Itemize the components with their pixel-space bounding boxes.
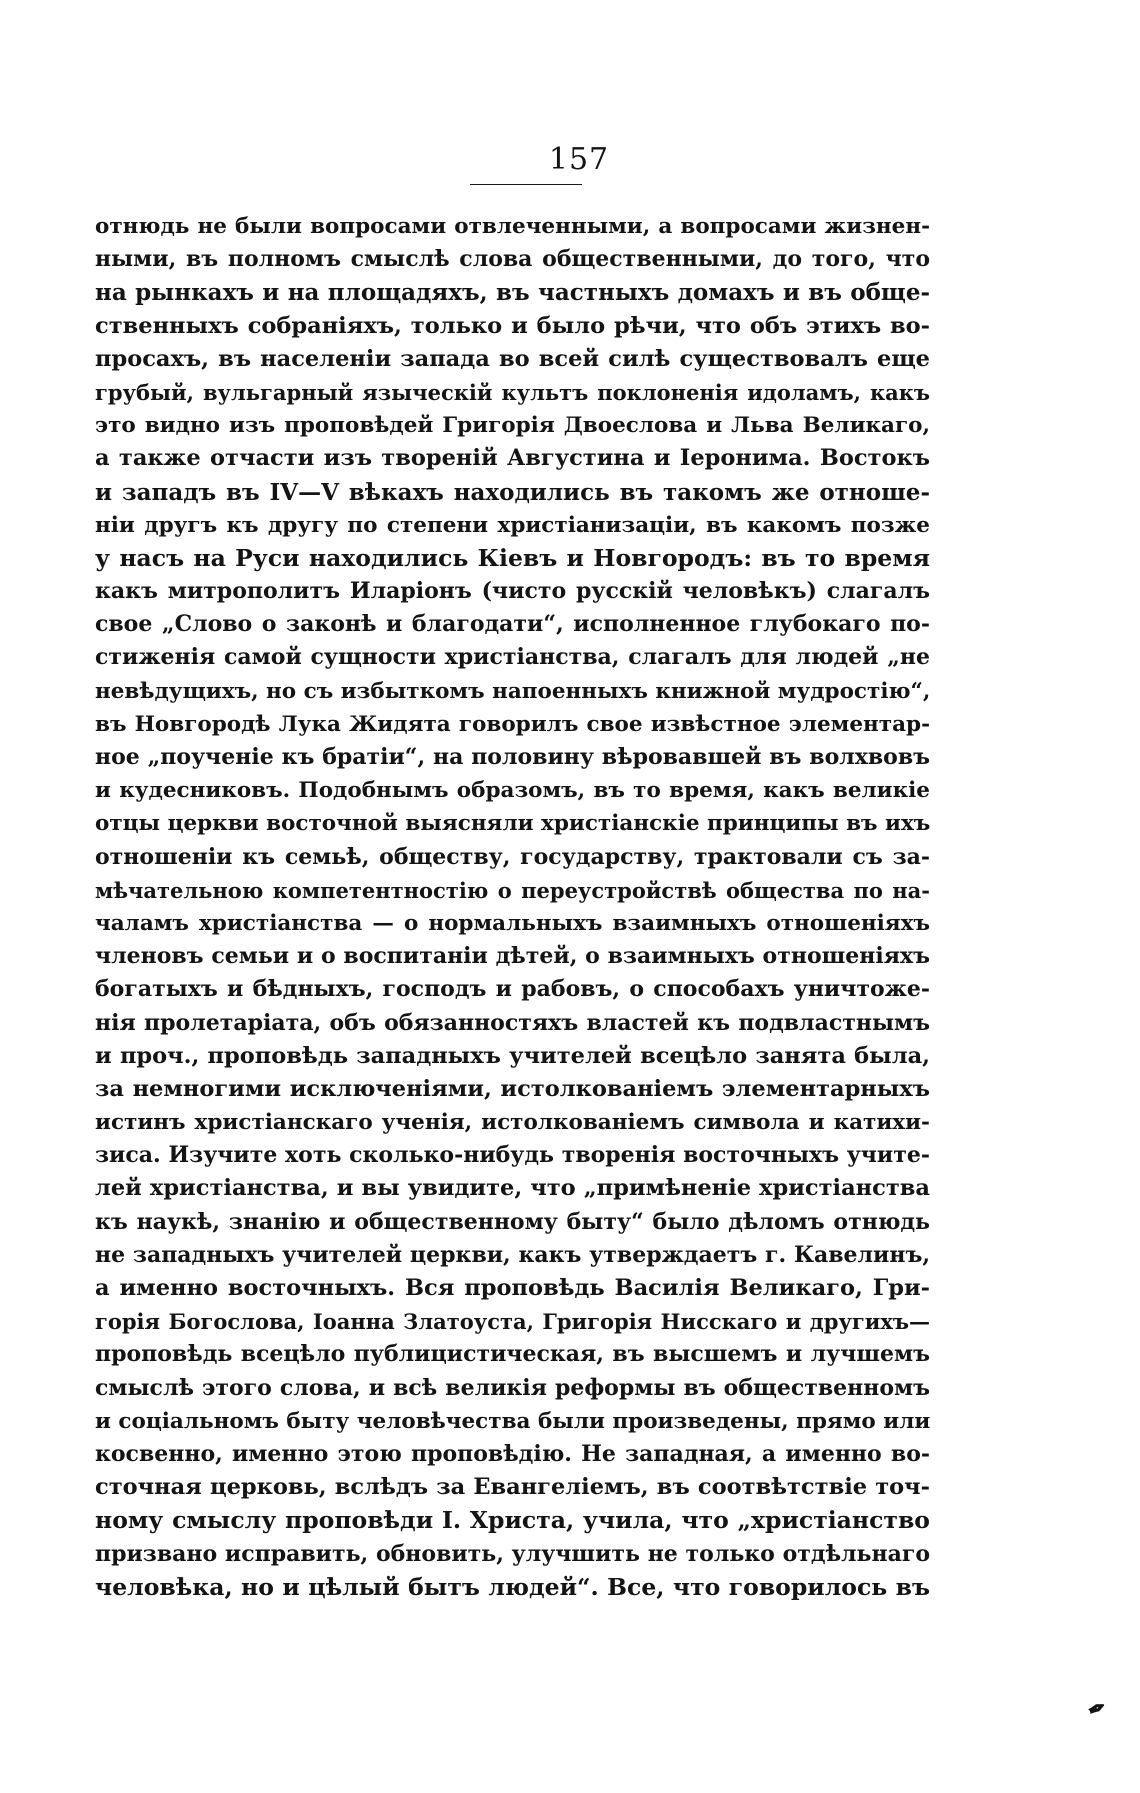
text-line: и проч., проповѣдь западныхъ учителей всецѣло занята была,	[95, 1042, 930, 1069]
text-line: въ Новгородѣ Лука Жидята говорилъ свое извѣстное элементар-	[95, 711, 930, 737]
text-line: невѣдущихъ, но съ избыткомъ напоенныхъ книжной мудростію“,	[95, 678, 930, 704]
text-line: лей христіанства, и вы увидите, что „примѣненіе христіанства	[95, 1175, 930, 1202]
text-line: это видно изъ проповѣдей Григорія Двоеслова и Льва Великаго,	[95, 413, 930, 439]
text-line: ными, въ полномъ смыслѣ слова общественными, до того, что	[95, 246, 930, 273]
text-line: ніи другъ къ другу по степени христіанизаціи, въ какомъ позже	[95, 512, 930, 538]
text-line: отношеніи къ семьѣ, обществу, государству, трактовали съ за-	[95, 843, 930, 870]
text-line: ственныхъ собраніяхъ, только и было рѣчи, что объ этихъ во-	[95, 312, 930, 339]
text-line: членовъ семьи и о воспитаніи дѣтей, о взаимныхъ отношеніяхъ	[95, 943, 930, 970]
text-line: а именно восточныхъ. Вся проповѣдь Василія Великаго, Гри-	[95, 1275, 930, 1301]
text-line: и кудесниковъ. Подобнымъ образомъ, въ то время, какъ великіе	[95, 778, 930, 804]
text-line: къ наукѣ, знанію и общественному быту“ было дѣломъ отнюдь	[95, 1208, 930, 1235]
text-line: проповѣдь всецѣло публицистическая, въ высшемъ и лучшемъ	[95, 1341, 930, 1368]
text-line: горія Богослова, Іоанна Златоуста, Григорія Нисскаго и другихъ—	[95, 1309, 930, 1335]
scan-mark-icon: ✒	[1083, 1693, 1112, 1725]
text-line: сточная церковь, вслѣдъ за Евангеліемъ, въ соотвѣтствіе точ-	[95, 1474, 930, 1501]
text-line: а также отчасти изъ твореній Августина и Іеронима. Востокъ	[95, 445, 930, 472]
text-line: призвано исправить, обновить, улучшить не только отдѣльнаго	[95, 1540, 930, 1567]
text-line: на рынкахъ и на площадяхъ, въ частныхъ домахъ и въ обще-	[95, 279, 930, 307]
text-line: нія пролетаріата, объ обязанностяхъ властей къ подвластнымъ	[95, 1009, 930, 1036]
text-line: не западныхъ учителей церкви, какъ утверждаетъ г. Кавелинъ,	[95, 1241, 930, 1268]
text-line: у насъ на Руси находились Кіевъ и Новгородъ: въ то время	[95, 543, 930, 572]
text-line: отцы церкви восточной выясняли христіанскіе принципы въ ихъ	[95, 811, 930, 837]
text-line: ное „поученіе къ братіи“, на половину вѣровавшей въ волхвовъ	[95, 744, 930, 770]
text-line: ному смыслу проповѣди І. Христа, учила, что „христіанство	[95, 1506, 930, 1535]
text-line: за немногими исключеніями, истолкованіемъ элементарныхъ	[95, 1075, 930, 1102]
page-number: 157	[548, 142, 610, 177]
header-rule	[470, 184, 582, 185]
text-line: свое „Слово о законѣ и благодати“, исполненное глубокаго по-	[95, 611, 930, 638]
text-line: грубый, вульгарный языческій культъ поклоненія идоламъ, какъ	[95, 379, 930, 405]
text-line: чаламъ христіанства — о нормальныхъ взаимныхъ отношеніяхъ	[95, 910, 930, 936]
text-line: и западъ въ IV—V вѣкахъ находились въ такомъ же отноше-	[95, 478, 930, 506]
text-line: человѣка, но и цѣлый бытъ людей“. Все, что говорилось въ	[95, 1572, 930, 1601]
body-text	[95, 210, 930, 1604]
text-line: истинъ христіанскаго ученія, истолкованіемъ символа и катихи-	[95, 1110, 930, 1136]
text-line: косвенно, именно этою проповѣдію. Не западная, а именно во-	[95, 1440, 930, 1467]
text-line: мѣчательною компетентностію о переустройствѣ общества по на-	[95, 877, 930, 903]
text-line: просахъ, въ населеніи запада во всей силѣ существовалъ еще	[95, 345, 930, 372]
text-line: какъ митрополитъ Иларіонъ (чисто русскій человѣкъ) слагалъ	[95, 578, 930, 605]
text-line: и соціальномъ быту человѣчества были произведены, прямо или	[95, 1408, 930, 1434]
text-line: стиженія самой сущности христіанства, слагалъ для людей „не	[95, 644, 930, 671]
text-line: отнюдь не были вопросами отвлеченными, а вопросами жизнен-	[95, 214, 930, 239]
text-line: зиса. Изучите хоть сколько-нибудь творенія восточныхъ учите-	[95, 1142, 930, 1169]
text-line: смыслѣ этого слова, и всѣ великія реформы въ общественномъ	[95, 1374, 930, 1401]
text-line: богатыхъ и бѣдныхъ, господъ и рабовъ, о способахъ уничтоже-	[95, 976, 930, 1003]
